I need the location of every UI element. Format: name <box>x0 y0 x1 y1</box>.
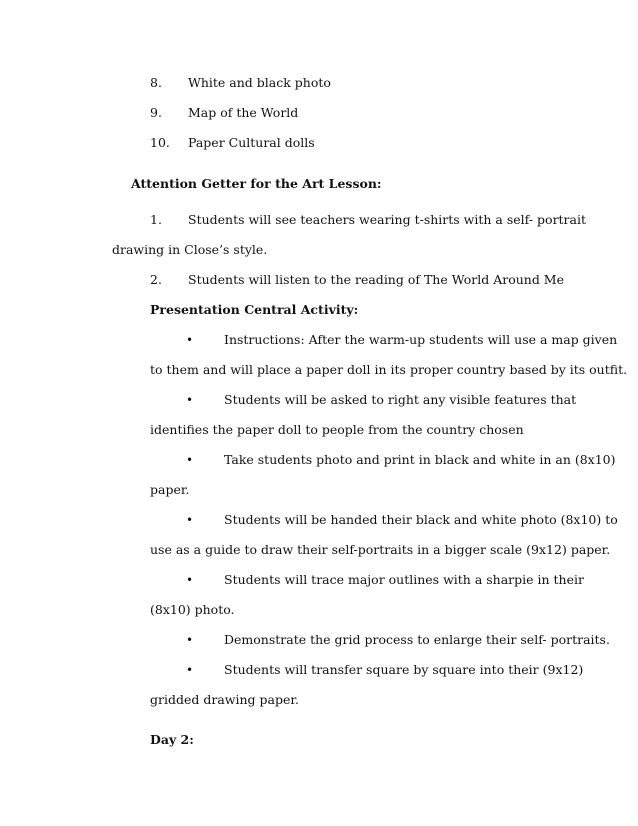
attention-heading: Attention Getter for the Art Lesson: <box>131 176 382 191</box>
bullet-icon: • <box>186 453 194 467</box>
list-text-continuation: identifies the paper doll to people from the country chosen <box>150 422 524 437</box>
list-text: Paper Cultural dolls <box>188 135 315 150</box>
list-text: Instructions: After the warm-up students will use a map given <box>224 332 618 347</box>
list-text: Students will be asked to right any visible features that <box>224 392 577 407</box>
list-text: Demonstrate the grid process to enlarge their self- portraits. <box>224 632 610 647</box>
list-text-continuation: use as a guide to draw their self-portraits in a bigger scale (9x12) paper. <box>150 542 611 557</box>
list-number: 2. <box>150 272 162 287</box>
bullet-icon: • <box>186 633 194 647</box>
list-number: 10. <box>150 135 170 150</box>
list-number: 9. <box>150 105 162 120</box>
list-text: White and black photo <box>188 75 331 90</box>
list-text: Students will see teachers wearing t-shirts with a self- portrait <box>188 212 587 227</box>
list-text-continuation: paper. <box>150 482 190 497</box>
bullet-icon: • <box>186 513 194 527</box>
list-text: Students will listen to the reading of The World Around Me <box>188 272 564 287</box>
list-text: Map of the World <box>188 105 299 120</box>
list-text: Students will be handed their black and white photo (8x10) to <box>224 512 618 527</box>
list-number: 1. <box>150 212 162 227</box>
bullet-icon: • <box>186 333 194 347</box>
list-text-continuation: to them and will place a paper doll in its proper country based by its outfit. <box>150 362 628 377</box>
list-text-continuation: gridded drawing paper. <box>150 692 299 707</box>
list-text-continuation: (8x10) photo. <box>150 602 235 617</box>
list-text: Students will transfer square by square into their (9x12) <box>224 662 584 677</box>
bullet-icon: • <box>186 393 194 407</box>
bullet-icon: • <box>186 573 194 587</box>
presentation-heading: Presentation Central Activity: <box>150 302 359 317</box>
list-text: Students will trace major outlines with a sharpie in their <box>224 572 584 587</box>
list-number: 8. <box>150 75 162 90</box>
day-heading: Day 2: <box>150 732 194 747</box>
bullet-icon: • <box>186 663 194 677</box>
list-text-continuation: drawing in Close’s style. <box>112 242 268 257</box>
list-text: Take students photo and print in black and white in an (8x10) <box>224 452 616 467</box>
